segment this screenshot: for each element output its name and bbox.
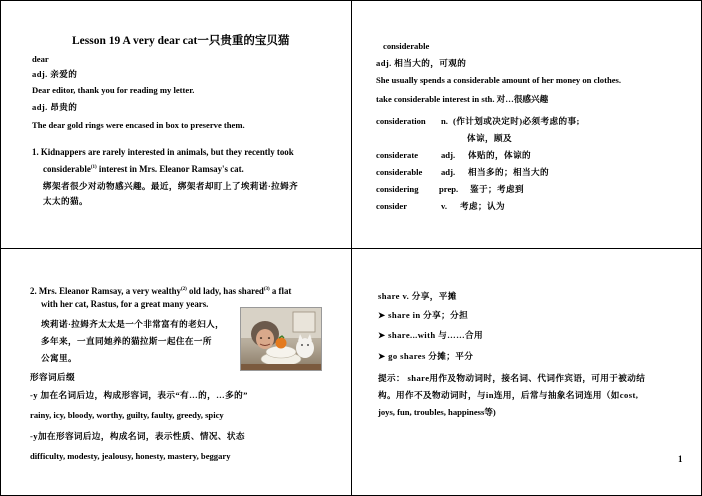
suffix-rule-1: -y 加在名词后边，构成形容词，表示“有…的，…多的”: [30, 390, 248, 400]
slide4-word-share: share v. 分享，平摊: [378, 291, 457, 301]
sentence-1-line-1: 1. Kidnappers are rarely interested in animals, but they recently took: [32, 147, 294, 157]
share-phrase-item: ➤ go shares 分摊；平分: [378, 351, 474, 361]
word-family-meaning: 鉴于；考虑到: [470, 184, 524, 194]
share-usage-tip-3: joys, fun, troubles, happiness等): [378, 407, 496, 417]
word-family-word: consideration: [376, 116, 426, 126]
sentence-2-translation-3: 公寓里。: [41, 353, 77, 363]
word-family-meaning: 考虑；认为: [460, 201, 505, 211]
sentence-2-line-2: with her cat, Rastus, for a great many years.: [41, 299, 209, 309]
slide1-word-dear: dear: [32, 54, 49, 64]
share-usage-tip-2: 构。用作不及物动词时，与in连用，后常与抽象名词连用（如cost,: [378, 390, 639, 400]
word-family-word: considerate: [376, 150, 419, 160]
word-family-pos: adj.: [441, 150, 456, 160]
horizontal-divider: [0, 248, 702, 249]
word-family-meaning: (作计划或决定时)必须考虑的事;: [453, 116, 580, 126]
arrow-bullet-icon: ➤: [378, 310, 389, 320]
word-family-meaning: 相当多的；相当大的: [468, 167, 549, 177]
slide1-def-1: adj. 亲爱的: [32, 69, 78, 79]
sentence-1-line-2: considerable$^{(1)}$ interest in Mrs. Eleanor Ramsay's cat.: [43, 164, 244, 174]
old-lady-with-cat-photo: [240, 307, 322, 371]
slide1-def-2: adj. 昂贵的: [32, 102, 78, 112]
word-family-meaning: 体贴的，体谅的: [468, 150, 531, 160]
sentence-1-translation-1: 绑架者很少对动物感兴趣。最近，绑架者却盯上了埃莉诺·拉姆齐: [43, 181, 299, 191]
word-family-pos: prep.: [439, 184, 459, 194]
suffix-rule-2-examples: difficulty, modesty, jealousy, honesty, mastery, beggary: [30, 451, 231, 461]
sentence-2-translation-2: 多年来，一直同她养的猫拉斯一起住在一所: [41, 336, 212, 346]
slide2-def: adj. 相当大的，可观的: [376, 58, 467, 68]
sentence-2-line-1: 2. Mrs. Eleanor Ramsay, a very wealthy$^{(2)}$ old lady, has shared$^{(3)}$ a flat: [30, 286, 292, 296]
share-phrase-item: ➤ share...with 与……合用: [378, 330, 484, 340]
slide2-example: She usually spends a considerable amount of her money on clothes.: [376, 75, 622, 85]
slide1-title: Lesson 19 A very dear cat一只贵重的宝贝猫: [72, 35, 290, 47]
word-family-word: consider: [376, 201, 408, 211]
arrow-bullet-icon: ➤: [378, 351, 389, 361]
word-family-pos: adj.: [441, 167, 456, 177]
word-family-pos: n.: [441, 116, 448, 126]
sentence-2-translation-1: 埃莉诺·拉姆齐太太是一个非常富有的老妇人，: [41, 319, 225, 329]
share-phrase-item: ➤ share in 分享；分担: [378, 310, 469, 320]
word-family-pos: v.: [441, 201, 447, 211]
word-family-meaning: 体谅，顾及: [467, 133, 512, 143]
suffix-rule-1-examples: rainy, icy, bloody, worthy, guilty, faulty, greedy, spicy: [30, 410, 224, 420]
suffix-rule-2: -y加在形容词后边，构成名词，表示性质、情况、状态: [30, 431, 245, 441]
slide2-word: considerable: [383, 41, 430, 51]
share-usage-tip-1: 提示： share用作及物动词时，接名词、代词作宾语，可用于被动结: [378, 373, 646, 383]
sentence-1-translation-2: 太太的猫。: [43, 196, 88, 206]
suffix-heading: 形容词后缀: [30, 372, 75, 382]
slide1-example-1: Dear editor, thank you for reading my letter.: [32, 85, 195, 95]
word-family-word: considering: [376, 184, 419, 194]
page-number: 1: [678, 454, 683, 464]
arrow-bullet-icon: ➤: [378, 330, 389, 340]
word-family-word: considerable: [376, 167, 423, 177]
slide2-phrase: take considerable interest in sth. 对…很感兴趣: [376, 94, 549, 104]
slide1-example-2: The dear gold rings were encased in box to preserve them.: [32, 120, 245, 130]
